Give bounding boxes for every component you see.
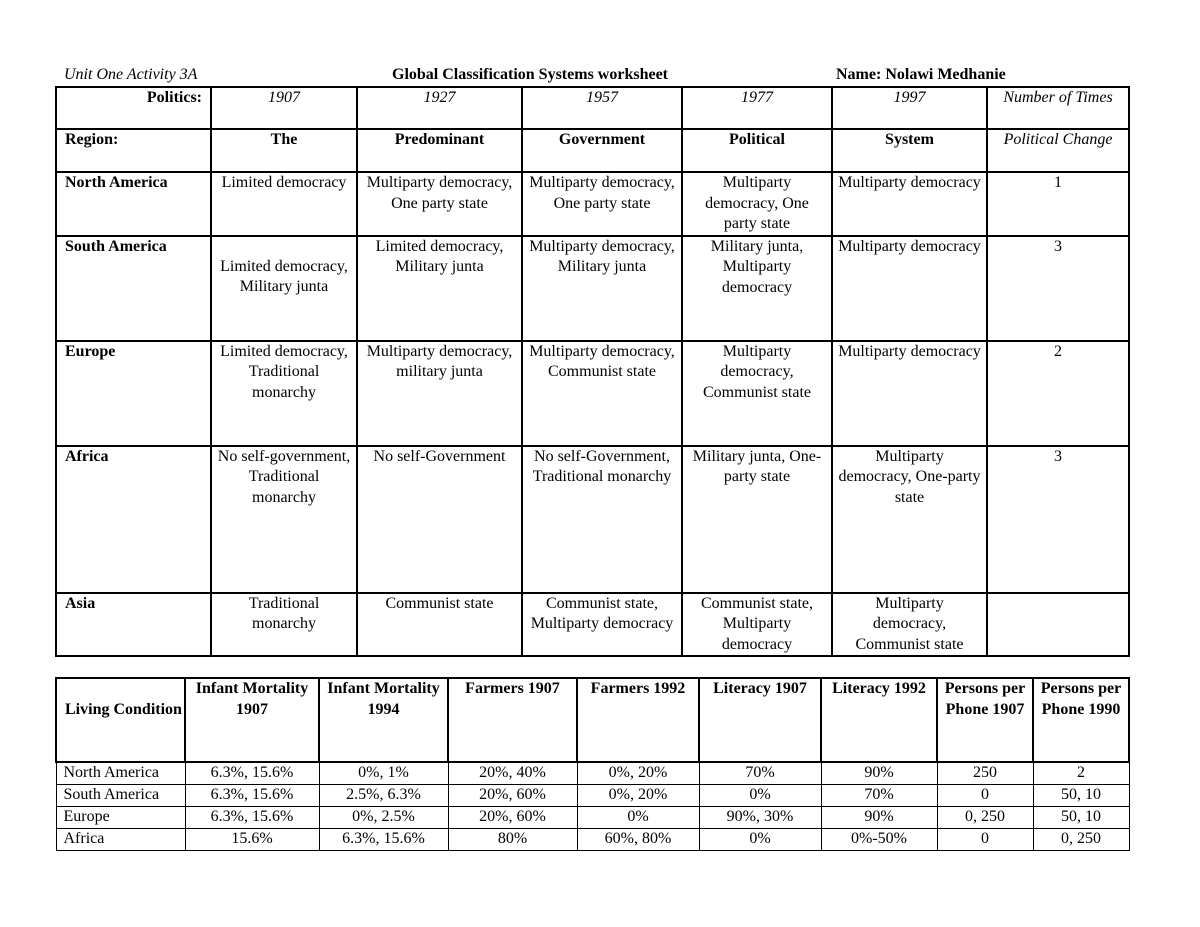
year-header: 1907 (211, 87, 357, 129)
region-name: South America (56, 784, 185, 806)
region-label: Region: (56, 129, 211, 172)
table-cell: 2.5%, 6.3% (319, 784, 448, 806)
table-cell: 90% (821, 806, 937, 828)
year-header: 1997 (832, 87, 987, 129)
table-row (56, 172, 1129, 236)
table-cell: 0% (699, 784, 821, 806)
table-cell: 0, 250 (1033, 828, 1129, 850)
table-cell: 6.3%, 15.6% (319, 828, 448, 850)
table-row (56, 828, 1129, 850)
title-word: System (832, 129, 987, 172)
table-cell: No self-Government (357, 446, 522, 593)
title-word: Predominant (357, 129, 522, 172)
table-row (56, 236, 1129, 341)
table-cell: Military junta, One-party state (682, 446, 832, 593)
year-header: 1927 (357, 87, 522, 129)
politics-label: Politics: (56, 87, 211, 129)
living-conditions-table (55, 677, 1130, 851)
table-cell: 70% (699, 762, 821, 784)
region-name: Africa (56, 828, 185, 850)
column-header: Literacy 1907 (699, 678, 821, 762)
count-header-top: Number of Times (987, 87, 1129, 129)
table-cell: Multiparty democracy, Communist state (522, 341, 682, 446)
table-row (56, 341, 1129, 446)
table-cell: Multiparty democracy (832, 172, 987, 236)
table-cell: 0%, 20% (577, 762, 699, 784)
change-count: 2 (987, 341, 1129, 446)
table-cell: 20%, 60% (448, 784, 577, 806)
column-header: Literacy 1992 (821, 678, 937, 762)
worksheet-header (64, 66, 1128, 86)
table-cell: 250 (937, 762, 1033, 784)
student-name: Name: Nolawi Medhanie (836, 66, 1006, 83)
region-name: Europe (56, 341, 211, 446)
table-row (56, 593, 1129, 657)
table-cell: Multiparty democracy, One-party state (832, 446, 987, 593)
table-cell: 90% (821, 762, 937, 784)
table-row (56, 784, 1129, 806)
table-cell: 0% (577, 806, 699, 828)
table-cell: 0%, 20% (577, 784, 699, 806)
table-row (56, 762, 1129, 784)
table-cell: Limited democracy, Traditional monarchy (211, 341, 357, 446)
worksheet-title: Global Classification Systems worksheet (392, 66, 668, 83)
table-cell: Multiparty democracy (832, 236, 987, 341)
table-cell: 0%, 1% (319, 762, 448, 784)
table-cell: 80% (448, 828, 577, 850)
table-cell: Limited democracy, Military junta (357, 236, 522, 341)
header-row (56, 678, 1129, 762)
table-cell: 70% (821, 784, 937, 806)
table-cell: 50, 10 (1033, 806, 1129, 828)
region-name: Africa (56, 446, 211, 593)
table-cell: 50, 10 (1033, 784, 1129, 806)
column-header: Persons per Phone 1990 (1033, 678, 1129, 762)
table-cell: Multiparty democracy, Communist state (832, 593, 987, 657)
column-header: Persons per Phone 1907 (937, 678, 1033, 762)
table-cell: 0 (937, 784, 1033, 806)
region-name: South America (56, 236, 211, 341)
table-cell: 60%, 80% (577, 828, 699, 850)
table-cell: Multiparty democracy, One party state (357, 172, 522, 236)
region-name: North America (56, 762, 185, 784)
table-cell: Limited democracy, Military junta (211, 236, 357, 341)
table-cell: Communist state (357, 593, 522, 657)
change-count: 3 (987, 236, 1129, 341)
year-header: 1977 (682, 87, 832, 129)
change-count: 3 (987, 446, 1129, 593)
title-word: The (211, 129, 357, 172)
table-cell: Limited democracy (211, 172, 357, 236)
table-cell: Multiparty democracy, Military junta (522, 236, 682, 341)
table-cell: 0%-50% (821, 828, 937, 850)
region-name: Asia (56, 593, 211, 657)
title-word: Government (522, 129, 682, 172)
column-header: Infant Mortality 1907 (185, 678, 319, 762)
politics-table (55, 86, 1130, 657)
region-name: Europe (56, 806, 185, 828)
table-cell: Communist state, Multiparty democracy (682, 593, 832, 657)
table-cell: 0, 250 (937, 806, 1033, 828)
column-header: Infant Mortality 1994 (319, 678, 448, 762)
title-row (56, 129, 1129, 172)
count-header-bottom: Political Change (987, 129, 1129, 172)
table-cell: 20%, 40% (448, 762, 577, 784)
column-header: Living Condition (56, 678, 185, 762)
years-row (56, 87, 1129, 129)
table-cell: Multiparty democracy, military junta (357, 341, 522, 446)
table-cell: 0% (699, 828, 821, 850)
change-count (987, 593, 1129, 657)
table-cell: Military junta, Multiparty democracy (682, 236, 832, 341)
table-row (56, 806, 1129, 828)
table-cell: 20%, 60% (448, 806, 577, 828)
table-cell: Multiparty democracy, Communist state (682, 341, 832, 446)
title-word: Political (682, 129, 832, 172)
table-cell: No self-Government, Traditional monarchy (522, 446, 682, 593)
table-cell: Multiparty democracy, One party state (682, 172, 832, 236)
column-header: Farmers 1907 (448, 678, 577, 762)
table-cell: 90%, 30% (699, 806, 821, 828)
table-cell: 0 (937, 828, 1033, 850)
table-row (56, 446, 1129, 593)
table-cell: 2 (1033, 762, 1129, 784)
table-cell: 6.3%, 15.6% (185, 806, 319, 828)
table-cell: Traditional monarchy (211, 593, 357, 657)
table-cell: 6.3%, 15.6% (185, 784, 319, 806)
table-cell: Multiparty democracy (832, 341, 987, 446)
table-cell: No self-government, Traditional monarchy (211, 446, 357, 593)
table-cell: 0%, 2.5% (319, 806, 448, 828)
table-cell: 6.3%, 15.6% (185, 762, 319, 784)
year-header: 1957 (522, 87, 682, 129)
region-name: North America (56, 172, 211, 236)
table-cell: 15.6% (185, 828, 319, 850)
table-cell: Communist state, Multiparty democracy (522, 593, 682, 657)
table-cell: Multiparty democracy, One party state (522, 172, 682, 236)
activity-label: Unit One Activity 3A (64, 66, 198, 83)
column-header: Farmers 1992 (577, 678, 699, 762)
change-count: 1 (987, 172, 1129, 236)
